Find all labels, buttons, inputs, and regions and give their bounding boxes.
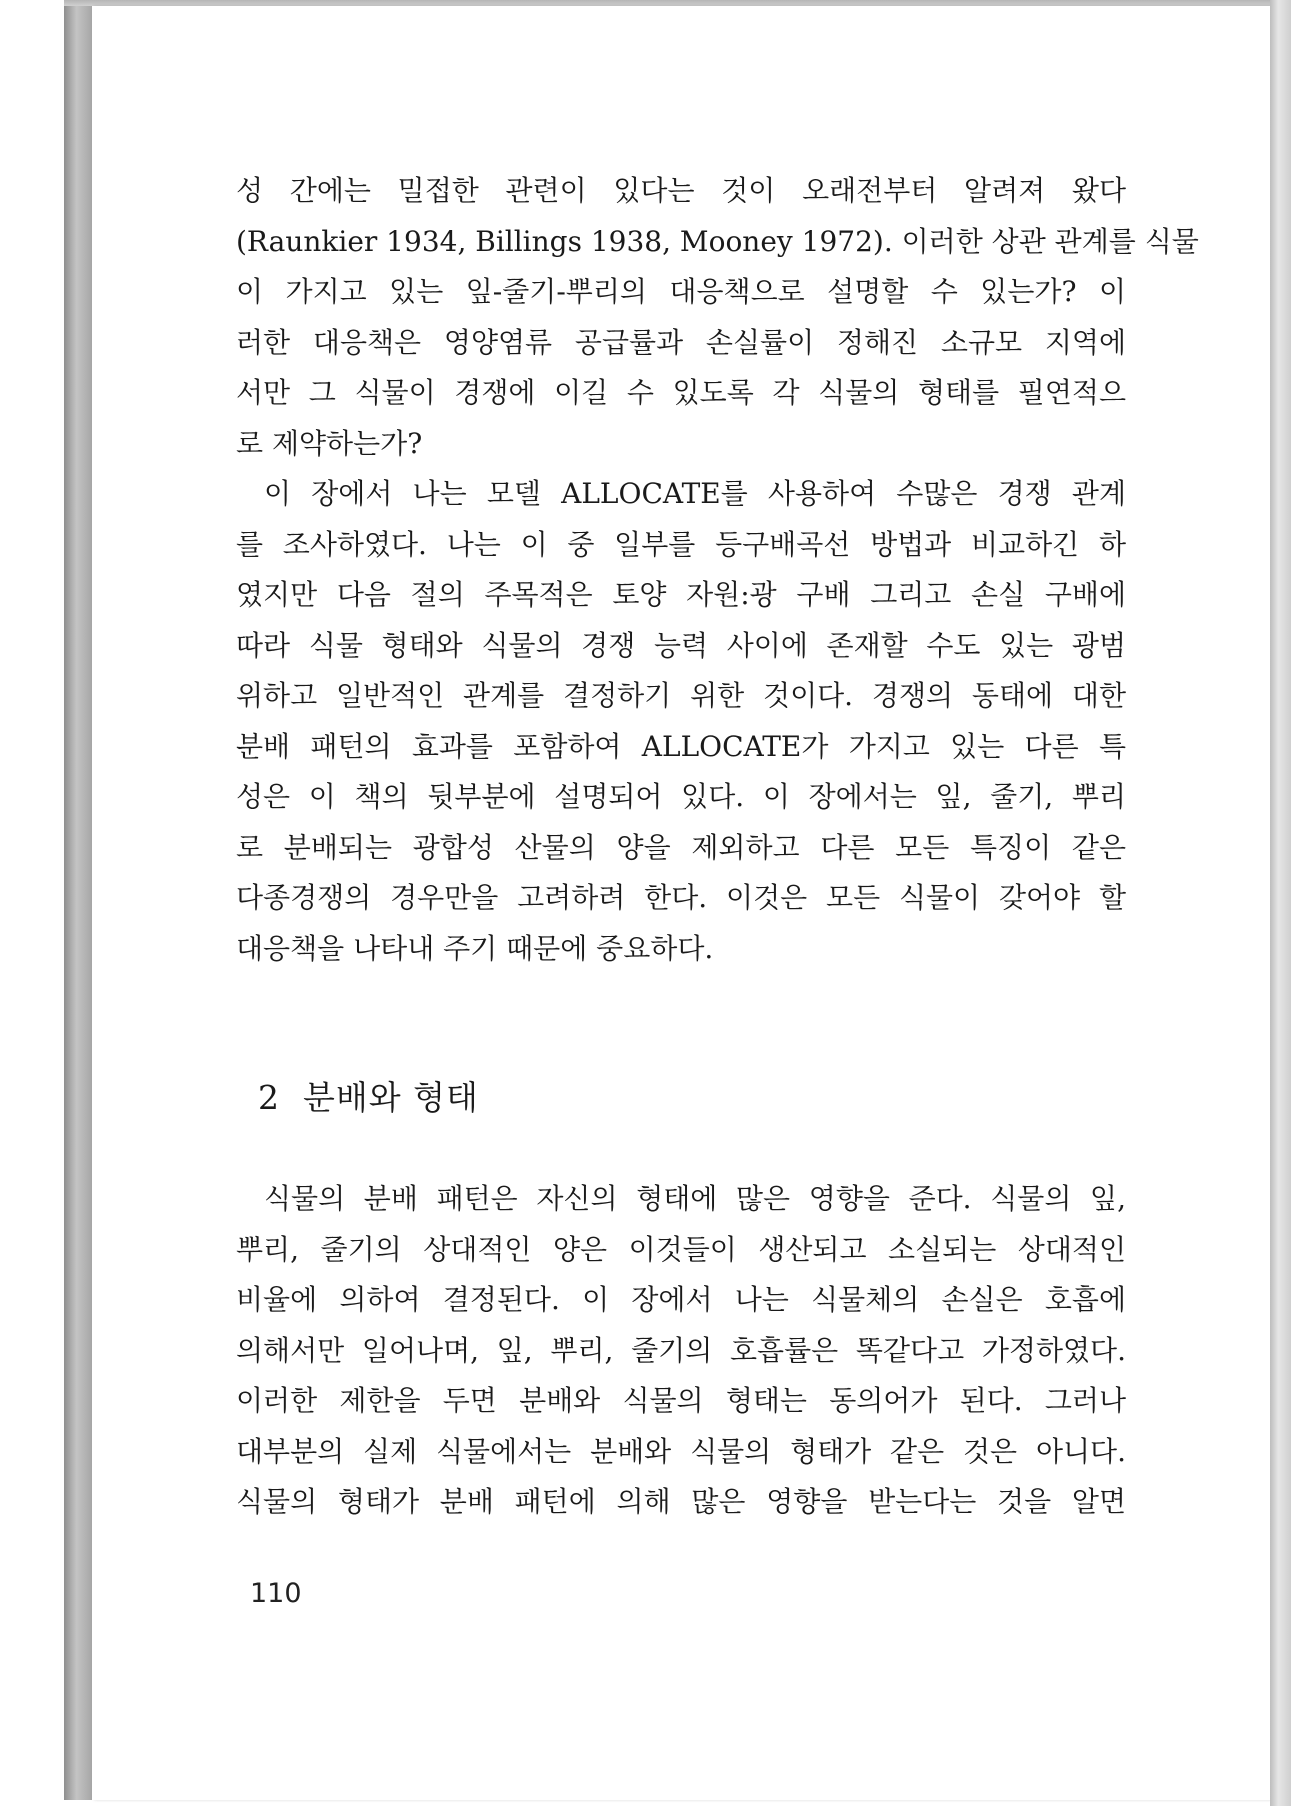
text-line: 성 간에는 밀접한 관련이 있다는 것이 오래전부터 알려져 왔다 bbox=[236, 174, 1126, 207]
text-line: 비율에 의하여 결정된다. 이 장에서 나는 식물체의 손실은 호흡에 bbox=[236, 1283, 1126, 1316]
section-heading: 2 분배와 형태 bbox=[258, 1078, 479, 1117]
text-line: (Raunkier 1934, Billings 1938, Mooney 1972). 이러한 상관 관계를 식물 bbox=[236, 224, 1199, 258]
text-line: 다종경쟁의 경우만을 고려하려 한다. 이것은 모든 식물이 갖어야 할 bbox=[236, 881, 1126, 914]
text-line: 를 조사하였다. 나는 이 중 일부를 등구배곡선 방법과 비교하긴 하 bbox=[236, 527, 1126, 561]
text-line: 이러한 제한을 두면 분배와 식물의 형태는 동의어가 된다. 그러나 bbox=[236, 1384, 1126, 1417]
page-number: 110 bbox=[250, 1578, 302, 1609]
text-line: 이 장에서 나는 모델 ALLOCATE를 사용하여 수많은 경쟁 관계 bbox=[264, 477, 1126, 510]
text-line: 분배 패턴의 효과를 포함하여 ALLOCATE가 가지고 있는 다른 특 bbox=[236, 729, 1126, 763]
text-line: 대부분의 실제 식물에서는 분배와 식물의 형태가 같은 것은 아니다. bbox=[236, 1434, 1126, 1468]
text-line: 성은 이 책의 뒷부분에 설명되어 있다. 이 장에서는 잎, 줄기, 뿌리 bbox=[236, 780, 1126, 813]
page-edge bbox=[1270, 0, 1291, 1806]
text-line: 따라 식물 형태와 식물의 경쟁 능력 사이에 존재할 수도 있는 광범 bbox=[236, 628, 1126, 662]
text-line: 대응책을 나타내 주기 때문에 중요하다. bbox=[236, 931, 714, 965]
text-line: 서만 그 식물이 경쟁에 이길 수 있도록 각 식물의 형태를 필연적으 bbox=[236, 376, 1126, 409]
paragraph-block-2 bbox=[236, 1174, 1126, 1528]
text-line: 뿌리, 줄기의 상대적인 양은 이것들이 생산되고 소실되는 상대적인 bbox=[236, 1232, 1126, 1266]
text-line: 식물의 형태가 분배 패턴에 의해 많은 영향을 받는다는 것을 알면 bbox=[236, 1485, 1126, 1518]
text-line: 로 분배되는 광합성 산물의 양을 제외하고 다른 모든 특징이 같은 bbox=[236, 830, 1126, 864]
text-line: 였지만 다음 절의 주목적은 토양 자원:광 구배 그리고 손실 구배에 bbox=[236, 578, 1126, 611]
paragraph-block-1 bbox=[236, 166, 1199, 974]
text-line: 식물의 분배 패턴은 자신의 형태에 많은 영향을 준다. 식물의 잎, bbox=[264, 1182, 1126, 1215]
text-line: 로 제약하는가? bbox=[236, 426, 423, 460]
text-line: 이 가지고 있는 잎-줄기-뿌리의 대응책으로 설명할 수 있는가? 이 bbox=[236, 275, 1126, 308]
text-line: 의해서만 일어나며, 잎, 뿌리, 줄기의 호흡률은 똑같다고 가정하였다. bbox=[236, 1333, 1126, 1367]
text-line: 러한 대응책은 영양염류 공급률과 손실률이 정해진 소규모 지역에 bbox=[236, 325, 1126, 359]
book-spine bbox=[64, 6, 93, 1800]
text-line: 위하고 일반적인 관계를 결정하기 위한 것이다. 경쟁의 동태에 대한 bbox=[236, 679, 1126, 712]
